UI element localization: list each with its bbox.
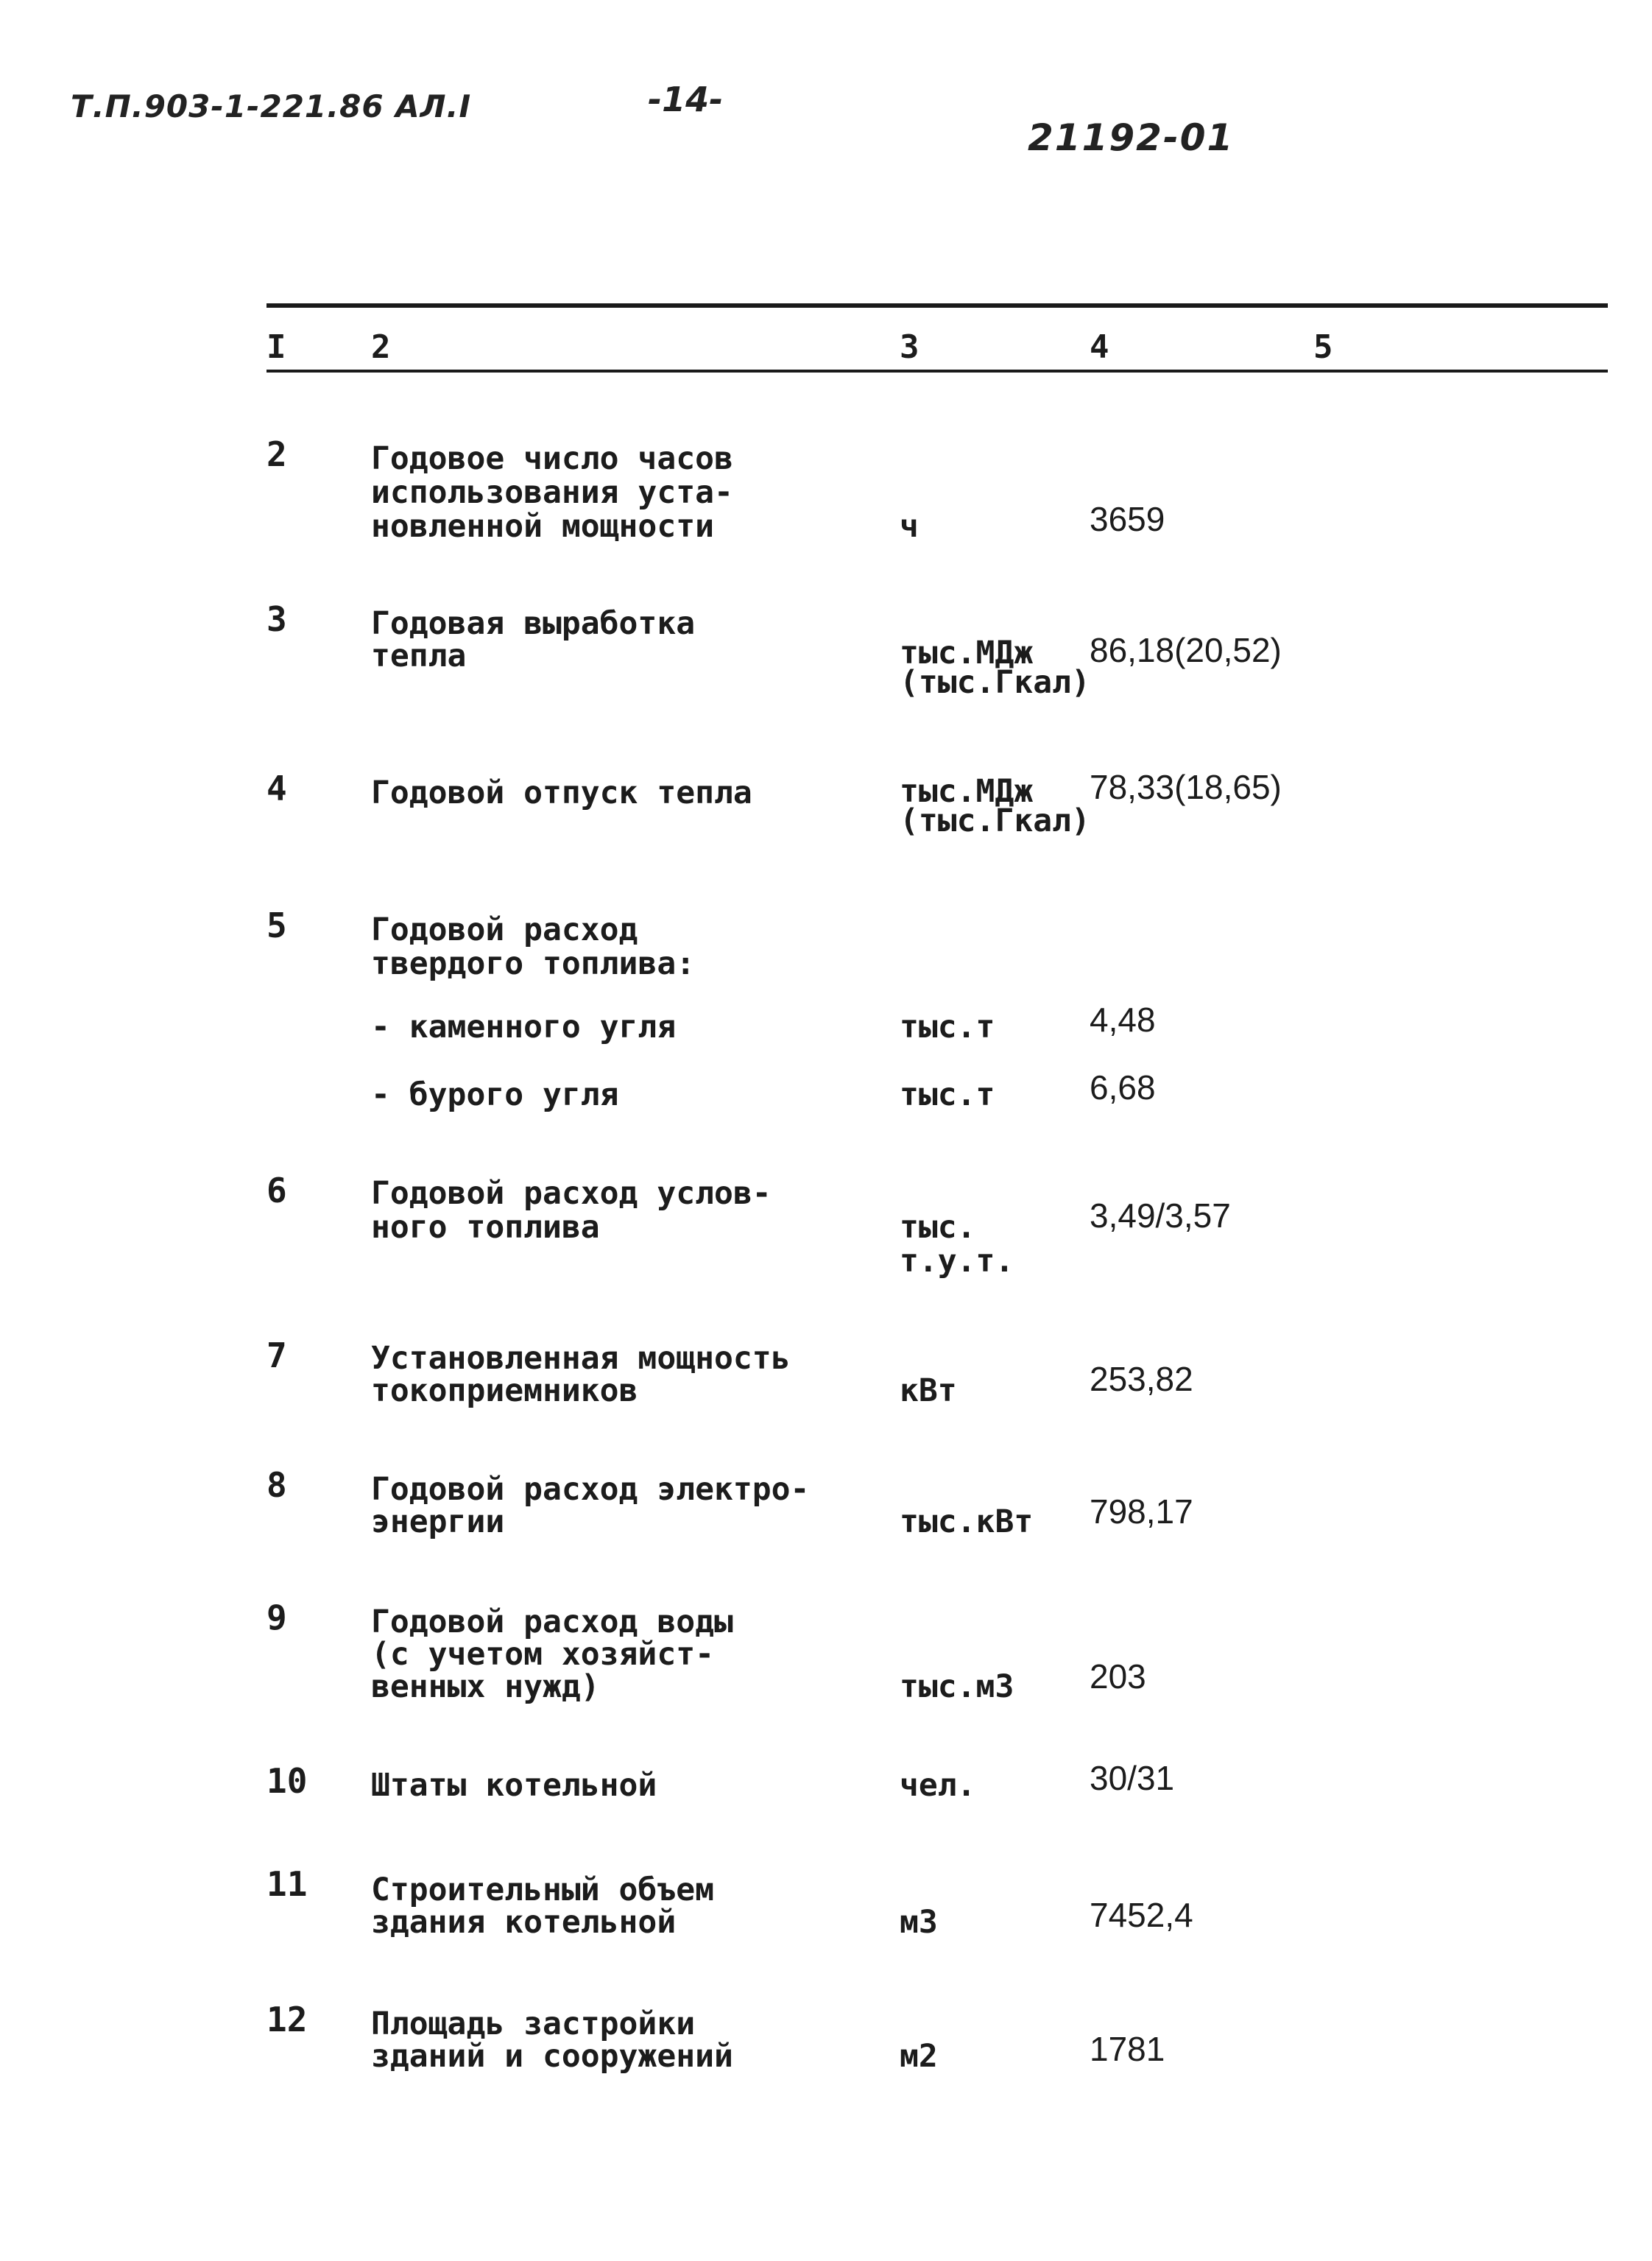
row-name-line: - бурого угля bbox=[371, 1076, 619, 1113]
row-number: 4 bbox=[266, 769, 287, 808]
row-unit-line: тыс.м3 bbox=[900, 1668, 1014, 1705]
row-value: 78,33(18,65) bbox=[1090, 768, 1282, 806]
column-header-5: 5 bbox=[1313, 328, 1333, 366]
row-name-line: Годовой расход воды bbox=[371, 1604, 733, 1640]
row-unit-line: тыс.т bbox=[900, 1076, 995, 1113]
row-name-line: Строительный объем bbox=[371, 1872, 714, 1908]
row-unit-line: тыс.МДж bbox=[900, 635, 1034, 671]
row-value: 1781 bbox=[1090, 2030, 1165, 2068]
row-name-line: новленной мощности bbox=[371, 508, 714, 545]
row-name-line: твердого топлива: bbox=[371, 945, 696, 982]
row-value: 253,82 bbox=[1090, 1360, 1193, 1398]
row-name-line: венных нужд) bbox=[371, 1668, 600, 1705]
row-unit-line: кВт bbox=[900, 1372, 957, 1409]
row-value: 86,18(20,52) bbox=[1090, 631, 1282, 669]
row-name-line: ного топлива bbox=[371, 1209, 600, 1246]
row-value: 7452,4 bbox=[1090, 1896, 1193, 1934]
row-value: 203 bbox=[1090, 1657, 1146, 1696]
row-name-line: Годовой расход bbox=[371, 911, 638, 948]
row-unit-line: тыс.т bbox=[900, 1009, 995, 1045]
row-number: 6 bbox=[266, 1171, 287, 1210]
row-unit-line: (тыс.Гкал) bbox=[900, 664, 1090, 701]
row-unit-line: тыс. bbox=[900, 1209, 976, 1246]
row-number: 11 bbox=[266, 1864, 308, 1904]
page-number: -14- bbox=[648, 80, 724, 119]
row-number: 9 bbox=[266, 1598, 287, 1637]
row-value: 4,48 bbox=[1090, 1001, 1156, 1039]
table-header-rule bbox=[266, 370, 1608, 373]
row-number: 10 bbox=[266, 1761, 308, 1801]
row-name-line: энергии bbox=[371, 1503, 505, 1540]
row-name-line: зданий и сооружений bbox=[371, 2038, 733, 2075]
table-top-rule bbox=[266, 303, 1608, 308]
row-number: 7 bbox=[266, 1336, 287, 1375]
row-name-line: тепла bbox=[371, 638, 467, 674]
row-value: 30/31 bbox=[1090, 1759, 1175, 1797]
row-name-line: Годовой отпуск тепла bbox=[371, 775, 752, 811]
column-header-3: 3 bbox=[900, 328, 919, 366]
row-unit-line: ч bbox=[900, 508, 919, 545]
row-number: 12 bbox=[266, 2000, 308, 2039]
row-number: 8 bbox=[266, 1465, 287, 1505]
row-unit-line: т.у.т. bbox=[900, 1243, 1014, 1280]
row-unit-line: тыс.МДж bbox=[900, 773, 1034, 810]
row-name-line: токоприемников bbox=[371, 1372, 638, 1409]
row-unit-line: м2 bbox=[900, 2038, 938, 2075]
row-name-line: Годовая выработка bbox=[371, 605, 696, 642]
row-name-line: Годовое число часов bbox=[371, 440, 733, 477]
row-number: 2 bbox=[266, 434, 287, 474]
row-name-line: здания котельной bbox=[371, 1904, 677, 1941]
column-header-1: I bbox=[266, 328, 286, 366]
row-name-line: Годовой расход электро- bbox=[371, 1471, 810, 1508]
row-name-line: использования уста- bbox=[371, 474, 733, 511]
archive-number: 21192-01 bbox=[1028, 116, 1235, 159]
row-name-line: Площадь застройки bbox=[371, 2006, 696, 2042]
row-name-line: Годовой расход услов- bbox=[371, 1175, 772, 1212]
row-number: 3 bbox=[266, 599, 287, 639]
column-header-2: 2 bbox=[371, 328, 391, 366]
row-number: 5 bbox=[266, 906, 287, 945]
row-name-line: Штаты котельной bbox=[371, 1767, 657, 1804]
row-value: 798,17 bbox=[1090, 1492, 1193, 1531]
row-unit-line: м3 bbox=[900, 1904, 938, 1941]
row-value: 6,68 bbox=[1090, 1068, 1156, 1107]
row-name-line: - каменного угля bbox=[371, 1009, 677, 1045]
row-value: 3,49/3,57 bbox=[1090, 1196, 1231, 1235]
row-name-line: (с учетом хозяйст- bbox=[371, 1636, 714, 1673]
row-unit-line: (тыс.Гкал) bbox=[900, 803, 1090, 839]
row-unit-line: чел. bbox=[900, 1767, 976, 1804]
row-name-line: Установленная мощность bbox=[371, 1340, 791, 1377]
column-header-4: 4 bbox=[1090, 328, 1109, 366]
row-value: 3659 bbox=[1090, 500, 1165, 538]
document-code: Т.П.903-1-221.86 АЛ.I bbox=[71, 88, 472, 124]
row-unit-line: тыс.кВт bbox=[900, 1503, 1034, 1540]
